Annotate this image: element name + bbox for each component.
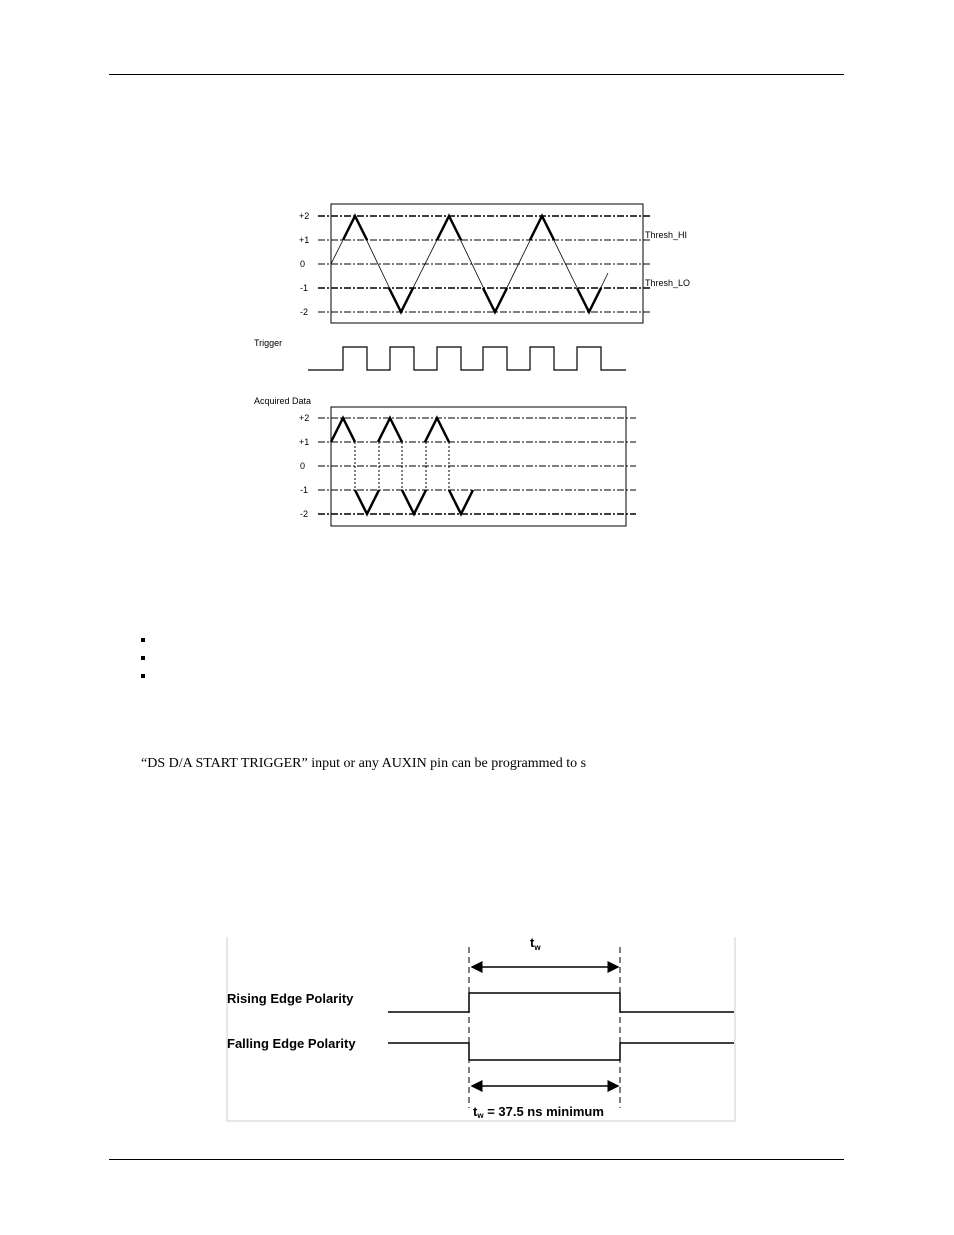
tw-label: $t_w$ [530, 935, 541, 952]
footer-rule [109, 1159, 844, 1160]
acq-axis-label-plus2: +2 [299, 413, 310, 423]
body-paragraph: “DS D/A START TRIGGER” input or any AUXIN pin can be programmed to s [141, 756, 587, 771]
edge-markers [469, 947, 620, 1108]
bullet-list [141, 638, 145, 692]
acq-axis-label-minus1: -1 [300, 485, 309, 495]
pulse-width-figure [0, 920, 954, 1130]
acq-axis-label-zero: 0 [300, 461, 306, 471]
trigger-pulse-train [308, 347, 626, 370]
acq-axis-label-minus2: -2 [300, 509, 309, 519]
figure-frame [227, 936, 735, 1121]
axis-label-minus1: -1 [300, 283, 309, 293]
trigger-waveform-figure [0, 0, 954, 560]
bullet-item [141, 656, 145, 660]
thresh-lo-label: Thresh_LO [645, 278, 691, 288]
axis-label-zero: 0 [300, 259, 306, 269]
axis-label-plus2: +2 [299, 211, 310, 221]
thresh-hi-label: Thresh_HI [645, 230, 688, 240]
axis-label-minus2: -2 [300, 307, 309, 317]
falling-edge-waveform [388, 1043, 734, 1060]
axis-label-plus1: +1 [299, 235, 310, 245]
rising-edge-waveform [388, 993, 734, 1012]
signal-plot-gridlines [318, 216, 652, 312]
acq-axis-label-plus1: +1 [299, 437, 310, 447]
falling-edge-label: Falling Edge Polarity [227, 1036, 356, 1051]
bullet-item [141, 674, 145, 678]
acquired-plot-gridlines [318, 418, 636, 514]
rising-edge-label: Rising Edge Polarity [227, 991, 354, 1006]
trigger-label: Trigger [254, 338, 283, 348]
bullet-item [141, 638, 145, 642]
acquired-wave-transitions [355, 442, 449, 490]
acquired-data-label: Acquired Data [254, 396, 312, 406]
tw-minimum-label: tw = 37.5 ns minimum [473, 1104, 604, 1120]
